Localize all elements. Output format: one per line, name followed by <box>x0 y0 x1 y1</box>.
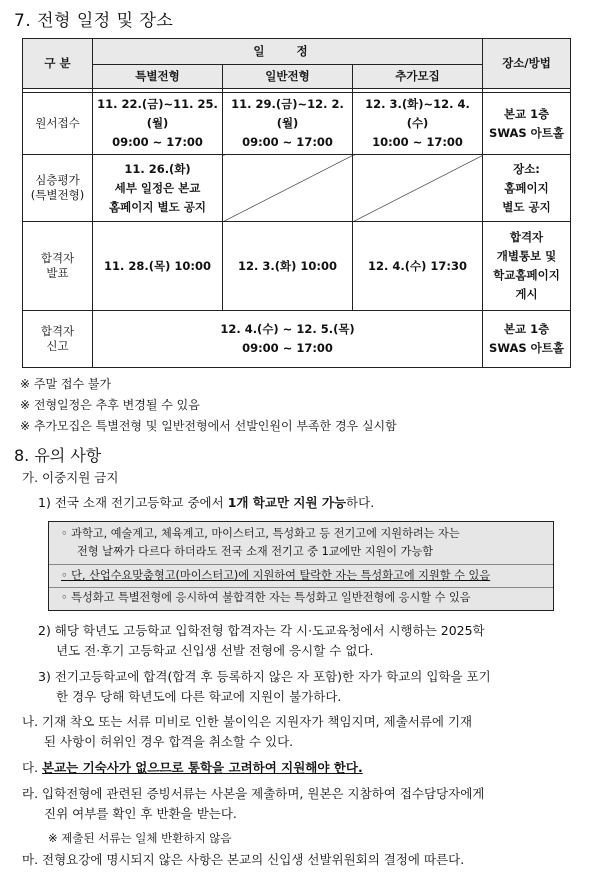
box-line: 전형 날짜가 다르다 하더라도 전국 소재 전기고 중 1교에만 지원이 가능함 <box>77 545 434 558</box>
item-na-cont: 된 사항이 허위인 경우 합격을 취소할 수 있다. <box>44 734 294 749</box>
item-ga3-cont: 한 경우 당해 학년도에 다른 학교에 지원이 불가하다. <box>56 689 342 704</box>
section8-title: 8. 유의 사항 <box>14 446 102 465</box>
row-label: 심층평가 (특별전형) <box>23 155 93 222</box>
table-row <box>23 155 571 222</box>
header-category: 구 분 <box>23 39 93 89</box>
cell-place: 장소: 홈페이지 별도 공지 <box>483 155 571 222</box>
item-ga: 가. 이중지원 금지 <box>22 470 119 485</box>
section7-title: 7. 전형 일정 및 장소 <box>14 11 174 31</box>
cell: 12. 4.(수) 17:30 <box>353 222 483 311</box>
cell: 11. 26.(화) 세부 일정은 본교 홈페이지 별도 공지 <box>93 155 223 222</box>
cell: 11. 28.(목) 10:00 <box>93 222 223 311</box>
item-ra-note: ※ 제출된 서류는 일체 반환하지 않음 <box>48 831 232 845</box>
note: ※ 전형일정은 추후 변경될 수 있음 <box>20 398 200 412</box>
item-ra-cont: 진위 여부를 확인 후 반환을 받는다. <box>44 806 237 821</box>
item-ma: 마. 전형요강에 명시되지 않은 사항은 본교의 신입생 선발위원회의 결정에 따른다. <box>22 852 465 867</box>
item-ga3: 3) 전기고등학교에 합격(합격 후 등록하지 않은 자 포함)한 자가 학교의 입학을 포기 <box>38 669 491 684</box>
header-special: 특별전형 <box>93 65 223 88</box>
cell: 12. 4.(수) ~ 12. 5.(목) 09:00 ~ 17:00 <box>93 311 483 368</box>
row-label: 합격자 발표 <box>23 222 93 311</box>
table-row <box>23 311 571 368</box>
item-na: 나. 기재 착오 또는 서류 미비로 인한 불이익은 지원자가 책임지며, 제출서류에 기재 <box>22 714 473 729</box>
item-da: 다. 본교는 기숙사가 없으므로 통학을 고려하여 지원해야 한다. <box>22 760 363 775</box>
note: ※ 추가모집은 특별전형 및 일반전형에서 선발인원이 부족한 경우 실시함 <box>20 419 397 433</box>
item-ga1: 1) 전국 소재 전기고등학교 중에서 1개 학교만 지원 가능하다. <box>38 495 375 510</box>
cell: 11. 29.(금)~12. 2.(월) 09:00 ~ 17:00 <box>223 92 353 155</box>
schedule-table <box>22 38 571 368</box>
notice-box <box>48 521 554 611</box>
cell: 11. 22.(금)~11. 25.(월) 09:00 ~ 17:00 <box>93 92 223 155</box>
header-place: 장소/방법 <box>483 39 571 89</box>
table-row <box>23 92 571 155</box>
empty-cell <box>223 155 353 222</box>
header-schedule: 일 정 <box>93 39 483 65</box>
note: ※ 주말 접수 불가 <box>20 377 112 391</box>
header-general: 일반전형 <box>223 65 353 88</box>
cell: 12. 3.(화) 10:00 <box>223 222 353 311</box>
row-label: 원서접수 <box>23 92 93 155</box>
box-line: ◦ 과학고, 예술계고, 체육계고, 마이스터고, 특성화고 등 전기고에 지원하려는 자는 <box>61 527 460 540</box>
empty-cell <box>353 155 483 222</box>
box-line: ◦ 단, 산업수요맞춤형고(마이스터고)에 지원하여 탈락한 자는 특성화고에 지원할 수 있음 <box>61 569 491 582</box>
table-row <box>23 222 571 311</box>
cell-place: 본교 1층 SWAS 아트홀 <box>483 311 571 368</box>
cell-place: 합격자 개별통보 및 학교홈페이지 게시 <box>483 222 571 311</box>
header-additional: 추가모집 <box>353 65 483 88</box>
item-ga2-cont: 년도 전·후기 고등학교 신입생 선발 전형에 응시할 수 없다. <box>56 643 374 658</box>
box-line: ◦ 특성화고 특별전형에 응시하여 불합격한 자는 특성화고 일반전형에 응시할 수 있음 <box>61 591 471 604</box>
item-ga2: 2) 해당 학년도 고등학교 입학전형 합격자는 각 시·도교육청에서 시행하는 2025학 <box>38 623 485 638</box>
cell: 12. 3.(화)~12. 4.(수) 10:00 ~ 17:00 <box>353 92 483 155</box>
item-ra: 라. 입학전형에 관련된 증빙서류는 사본을 제출하며, 원본은 지참하여 접수담당자에게 <box>22 786 485 801</box>
row-label: 합격자 신고 <box>23 311 93 368</box>
cell-place: 본교 1층 SWAS 아트홀 <box>483 92 571 155</box>
